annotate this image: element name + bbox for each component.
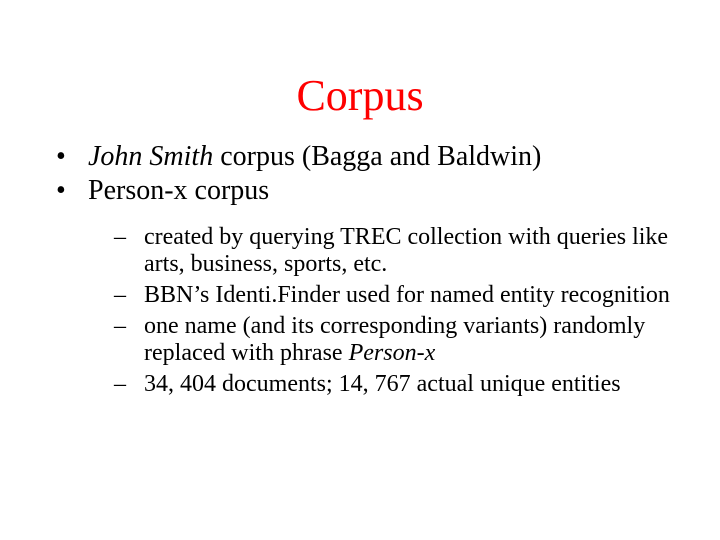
sub-bullet-item [114, 224, 706, 278]
sub-bullet-marker: – [114, 371, 126, 397]
sub-bullet-item [114, 313, 706, 367]
bullet-italic-text: John Smith [88, 141, 214, 172]
bullet-item [56, 140, 706, 174]
sub-bullet-italic-text: Person-x [348, 340, 436, 366]
bullet-marker: • [56, 141, 66, 172]
bullet-marker: • [56, 175, 66, 206]
bullet-list [56, 140, 706, 402]
bullet-text: Person-x corpus [88, 175, 270, 206]
sub-bullet-text: one name (and its corresponding variants) randomly replaced with phrase [144, 313, 646, 366]
bullet-text: corpus (Bagga and Baldwin) [213, 141, 542, 172]
sub-bullet-item [114, 371, 706, 398]
sub-bullet-list [56, 224, 706, 398]
sub-bullet-item [114, 282, 706, 309]
sub-bullet-text: BBN’s Identi.Finder used for named entity recognition [144, 282, 670, 308]
slide-title: Corpus [296, 71, 424, 120]
sub-bullet-marker: – [114, 282, 126, 308]
bullet-item [56, 174, 706, 208]
sub-bullet-marker: – [114, 224, 126, 250]
sub-bullet-marker: – [114, 313, 126, 339]
sub-bullet-text: 34, 404 documents; 14, 767 actual unique entities [144, 371, 621, 397]
sub-bullet-text: created by querying TREC collection with queries like arts, business, sports, etc. [144, 224, 669, 277]
